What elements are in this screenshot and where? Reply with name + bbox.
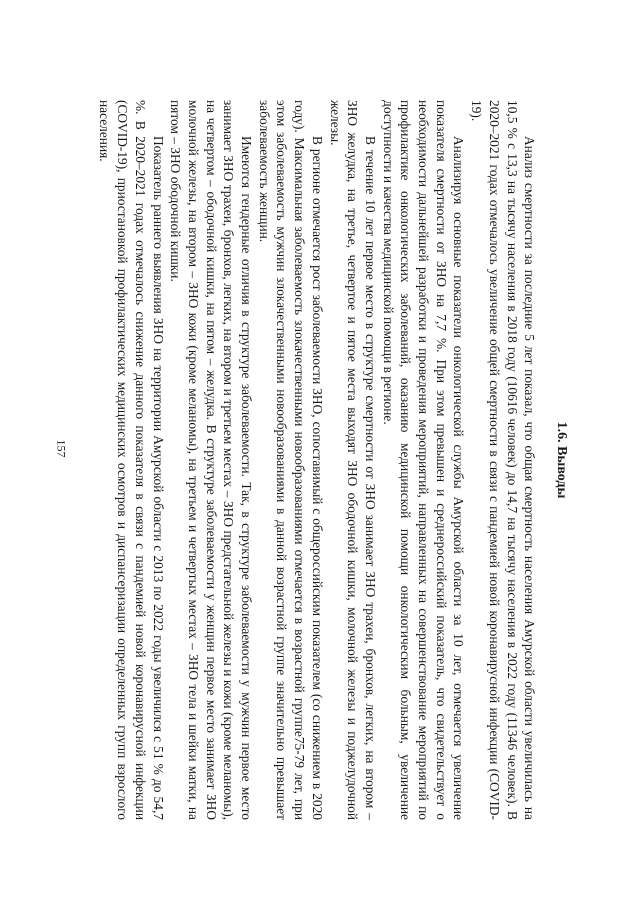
paragraph-mortality-structure: В течение 10 лет первое место в структуре смертности от ЗНО занимает ЗНО трахеи, бронхов, легких, на втором – ЗНО желудка, на третье, четвертое и пятое места выходят ЗНО ободочной кишки, молочной железы и поджелудочной железы. [327, 100, 378, 820]
section-title: 1.6. Выводы [554, 421, 569, 499]
paragraph-gender-differences: Имеются гендерные отличия в структуре заболеваемости. Так, в структуре заболеваемости у мужчин первое место занимает ЗНО трахеи, бронхов, легких, на втором и третьем местах – ЗНО предстательной железы и кожи (кроме меланомы), на четвертом – ободочной кишки, на пятом – желудка. В структуре заболеваемости у женщин первое место занимает ЗНО молочной железы, на втором – ЗНО кожи (кроме меланомы), на третьем и четвертых местах – ЗНО тела и шейки матки, на пятом – ЗНО ободочной кишки. [168, 100, 255, 820]
rotated-page-content [97, 100, 570, 820]
paragraph-oncology-service: Анализируя основные показатели онкологической службы Амурской области за 10 лет, отмечается увеличение показателя смертности от ЗНО на 7,7 %. При этом превышен и среднероссийский показатель, что свидетельствует о необходимости дальнейшей разработки и проведения мероприятий, направленных на совершенствование мероприятий по профилактике онкологических заболеваний, оказанию медицинской помощи онкологическим больным, увеличение доступности и качества медицинской помощи в регионе. [380, 100, 467, 820]
page-number: 157 [54, 439, 69, 458]
paragraph-incidence-growth: В регионе отмечается рост заболеваемости ЗНО, сопоставимый с общероссийским показателем (со снижением в 2020 году). Максимальная заболеваемость злокачественными новообразованиями отмечается в возрастной группе75-79 лет, при этом заболеваемость мужчин злокачественными новообразованиями в данной возрастной группе значительно превышает заболеваемость женщин. [256, 100, 325, 820]
paragraph-early-detection: Показатель раннего выявления ЗНО на территории Амурской области с 2013 по 2022 годы увеличился с 51 % до 54,7 %. В 2020–2021 годах отмечалось снижение данного показателя в связи с пандемией новой коронавирусной инфекции (COVID-19), приостановкой профилактических медицинских осмотров и диспансеризации определенных групп взрослого населения. [97, 100, 166, 820]
paragraph-mortality: Анализ смертности за последние 5 лет показал, что общая смертность населения Амурской области увеличилась на 10,5 % с 13,3 на тысячу населения в 2018 году (10616 человек) до 14,7 на тысячу населения в 2022 году (11346 человек). В 2020–2021 годах отмечалось увеличение общей смертности в связи с пандемией новой коронавирусной инфекции (COVID-19). [469, 100, 538, 820]
